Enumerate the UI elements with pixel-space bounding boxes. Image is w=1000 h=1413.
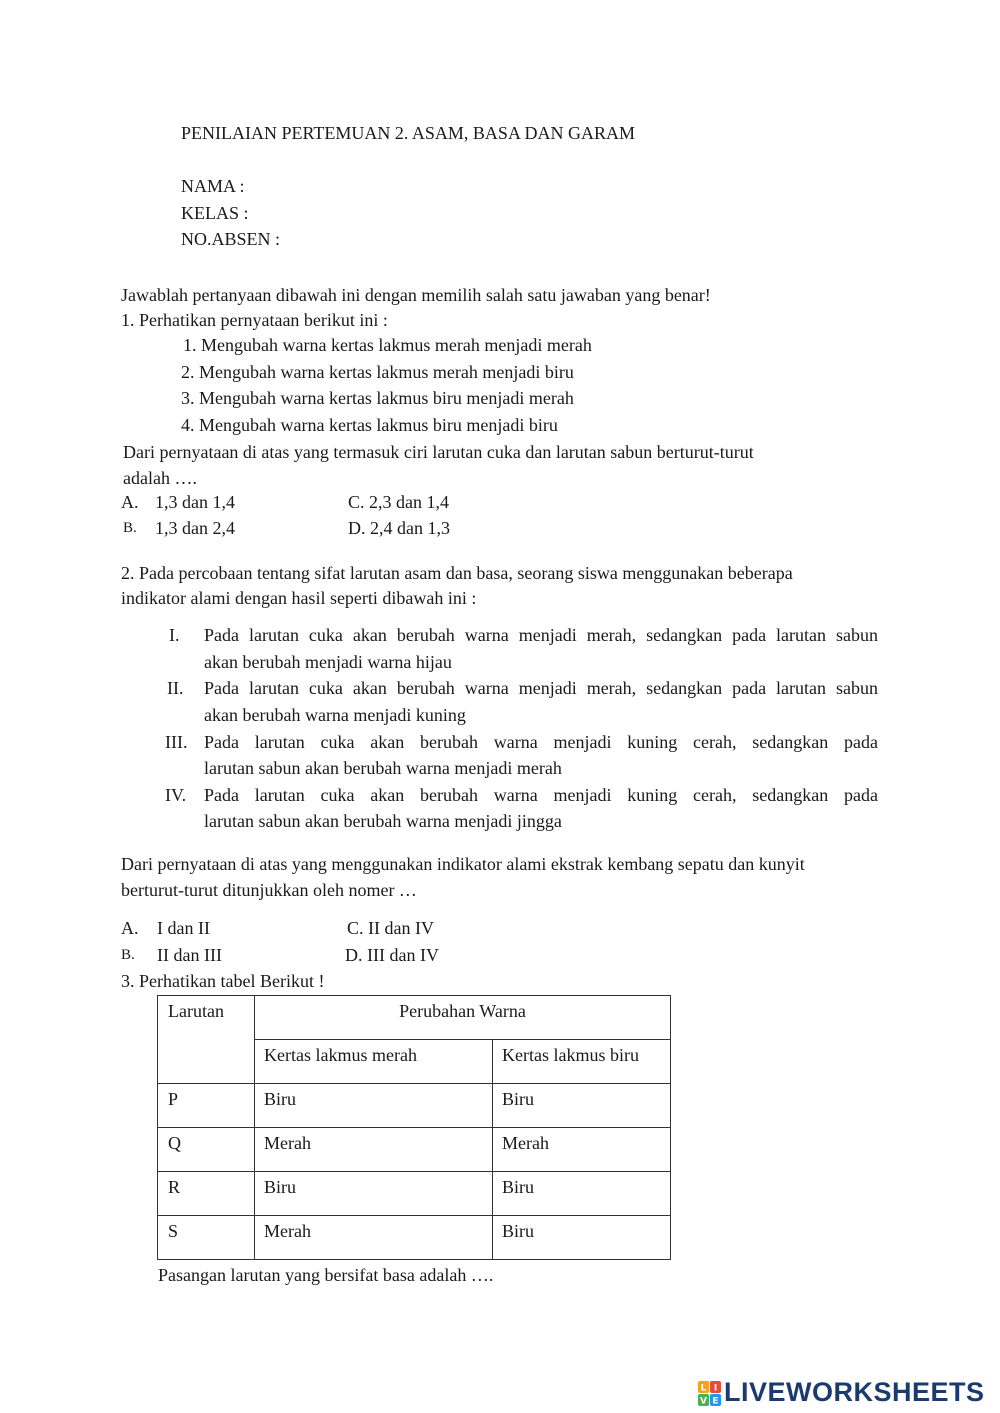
q1-option-a-label: A. (121, 492, 139, 512)
q2-option-c[interactable]: C. II dan IV (347, 918, 434, 938)
logo-letter-e: E (712, 1396, 719, 1407)
q2-item-text: Pada larutan cuka akan berubah warna menjadi merah, sedangkan pada larutan sabun (204, 626, 878, 645)
table-header-larutan: Larutan (158, 996, 255, 1084)
q2-item-num: III. (165, 732, 188, 752)
q2-item-text: Pada larutan cuka akan berubah warna menjadi kuning cerah, sedangkan pada (204, 786, 878, 805)
table-cell: Biru (493, 1172, 671, 1216)
q1-question: Dari pernyataan di atas yang termasuk ciri larutan cuka dan larutan sabun berturut-turut (123, 442, 754, 462)
q1-option-a[interactable]: 1,3 dan 1,4 (155, 492, 235, 512)
table-cell: Biru (493, 1084, 671, 1128)
q2-option-b[interactable]: II dan III (157, 945, 222, 965)
q2-item-num: I. (169, 625, 180, 645)
q2-item-text-cont: akan berubah menjadi warna hijau (204, 652, 452, 672)
q1-option-b-label: B. (123, 520, 137, 536)
page-title: PENILAIAN PERTEMUAN 2. ASAM, BASA DAN GARAM (181, 123, 635, 143)
q1-item: 1. Mengubah warna kertas lakmus merah menjadi merah (183, 335, 592, 355)
q2-option-b-label: B. (121, 947, 135, 963)
table-row (158, 1084, 671, 1128)
table-cell: Biru (493, 1216, 671, 1260)
logo-letter-l: L (700, 1383, 707, 1394)
table-cell: Merah (255, 1128, 493, 1172)
table-header-lakmus-merah: Kertas lakmus merah (255, 1040, 493, 1084)
table-header-perubahan-warna: Perubahan Warna (255, 996, 671, 1040)
q2-question: Dari pernyataan di atas yang menggunakan indikator alami ekstrak kembang sepatu dan kunyit (121, 854, 805, 874)
q2-item-text-cont: akan berubah warna menjadi kuning (204, 705, 466, 725)
q2-option-d[interactable]: D. III dan IV (345, 945, 439, 965)
q3-stem: 3. Perhatikan tabel Berikut ! (121, 971, 325, 991)
q2-item-text: Pada larutan cuka akan berubah warna menjadi merah, sedangkan pada larutan sabun (204, 679, 878, 698)
q1-option-d[interactable]: D. 2,4 dan 1,3 (348, 518, 450, 538)
q2-item-num: II. (167, 678, 184, 698)
q2-stem: 2. Pada percobaan tentang sifat larutan asam dan basa, seorang siswa menggunakan beberapa (121, 563, 793, 583)
q1-option-c[interactable]: C. 2,3 dan 1,4 (348, 492, 449, 512)
table-cell: P (158, 1084, 255, 1128)
absen-label: NO.ABSEN : (181, 229, 281, 249)
q2-item-text-cont: larutan sabun akan berubah warna menjadi jingga (204, 811, 562, 831)
table-row (158, 1128, 671, 1172)
q2-item-text: Pada larutan cuka akan berubah warna menjadi kuning cerah, sedangkan pada (204, 733, 878, 752)
logo-letter-i: I (713, 1383, 718, 1394)
q1-item: 3. Mengubah warna kertas lakmus biru menjadi merah (181, 388, 574, 408)
q2-option-a[interactable]: I dan II (157, 918, 210, 938)
kelas-label: KELAS : (181, 203, 249, 223)
table-row (158, 1216, 671, 1260)
q2-stem-cont: indikator alami dengan hasil seperti dibawah ini : (121, 588, 477, 608)
q2-item-num: IV. (165, 785, 187, 805)
q2-item-text-cont: larutan sabun akan berubah warna menjadi merah (204, 758, 562, 778)
table-cell: Merah (255, 1216, 493, 1260)
table-cell: Q (158, 1128, 255, 1172)
q1-question-cont: adalah …. (123, 468, 197, 488)
table-row (158, 1172, 671, 1216)
logo-letter-v: V (700, 1396, 707, 1407)
q1-stem: 1. Perhatikan pernyataan berikut ini : (121, 310, 388, 330)
watermark-text: LIVEWORKSHEETS (724, 1377, 985, 1407)
q2-option-a-label: A. (121, 918, 139, 938)
color-change-table (157, 995, 671, 1260)
table-cell: Biru (255, 1172, 493, 1216)
table-cell: Merah (493, 1128, 671, 1172)
q1-item: 4. Mengubah warna kertas lakmus biru menjadi biru (181, 415, 558, 435)
q2-question-cont: berturut-turut ditunjukkan oleh nomer … (121, 880, 417, 900)
q3-question: Pasangan larutan yang bersifat basa adalah …. (158, 1265, 494, 1285)
table-cell: S (158, 1216, 255, 1260)
liveworksheets-logo-icon (697, 1379, 723, 1409)
nama-label: NAMA : (181, 176, 245, 196)
table-header-lakmus-biru: Kertas lakmus biru (493, 1040, 671, 1084)
q1-item: 2. Mengubah warna kertas lakmus merah menjadi biru (181, 362, 574, 382)
table-cell: Biru (255, 1084, 493, 1128)
q1-option-b[interactable]: 1,3 dan 2,4 (155, 518, 235, 538)
table-cell: R (158, 1172, 255, 1216)
instructions: Jawablah pertanyaan dibawah ini dengan memilih salah satu jawaban yang benar! (121, 285, 711, 305)
